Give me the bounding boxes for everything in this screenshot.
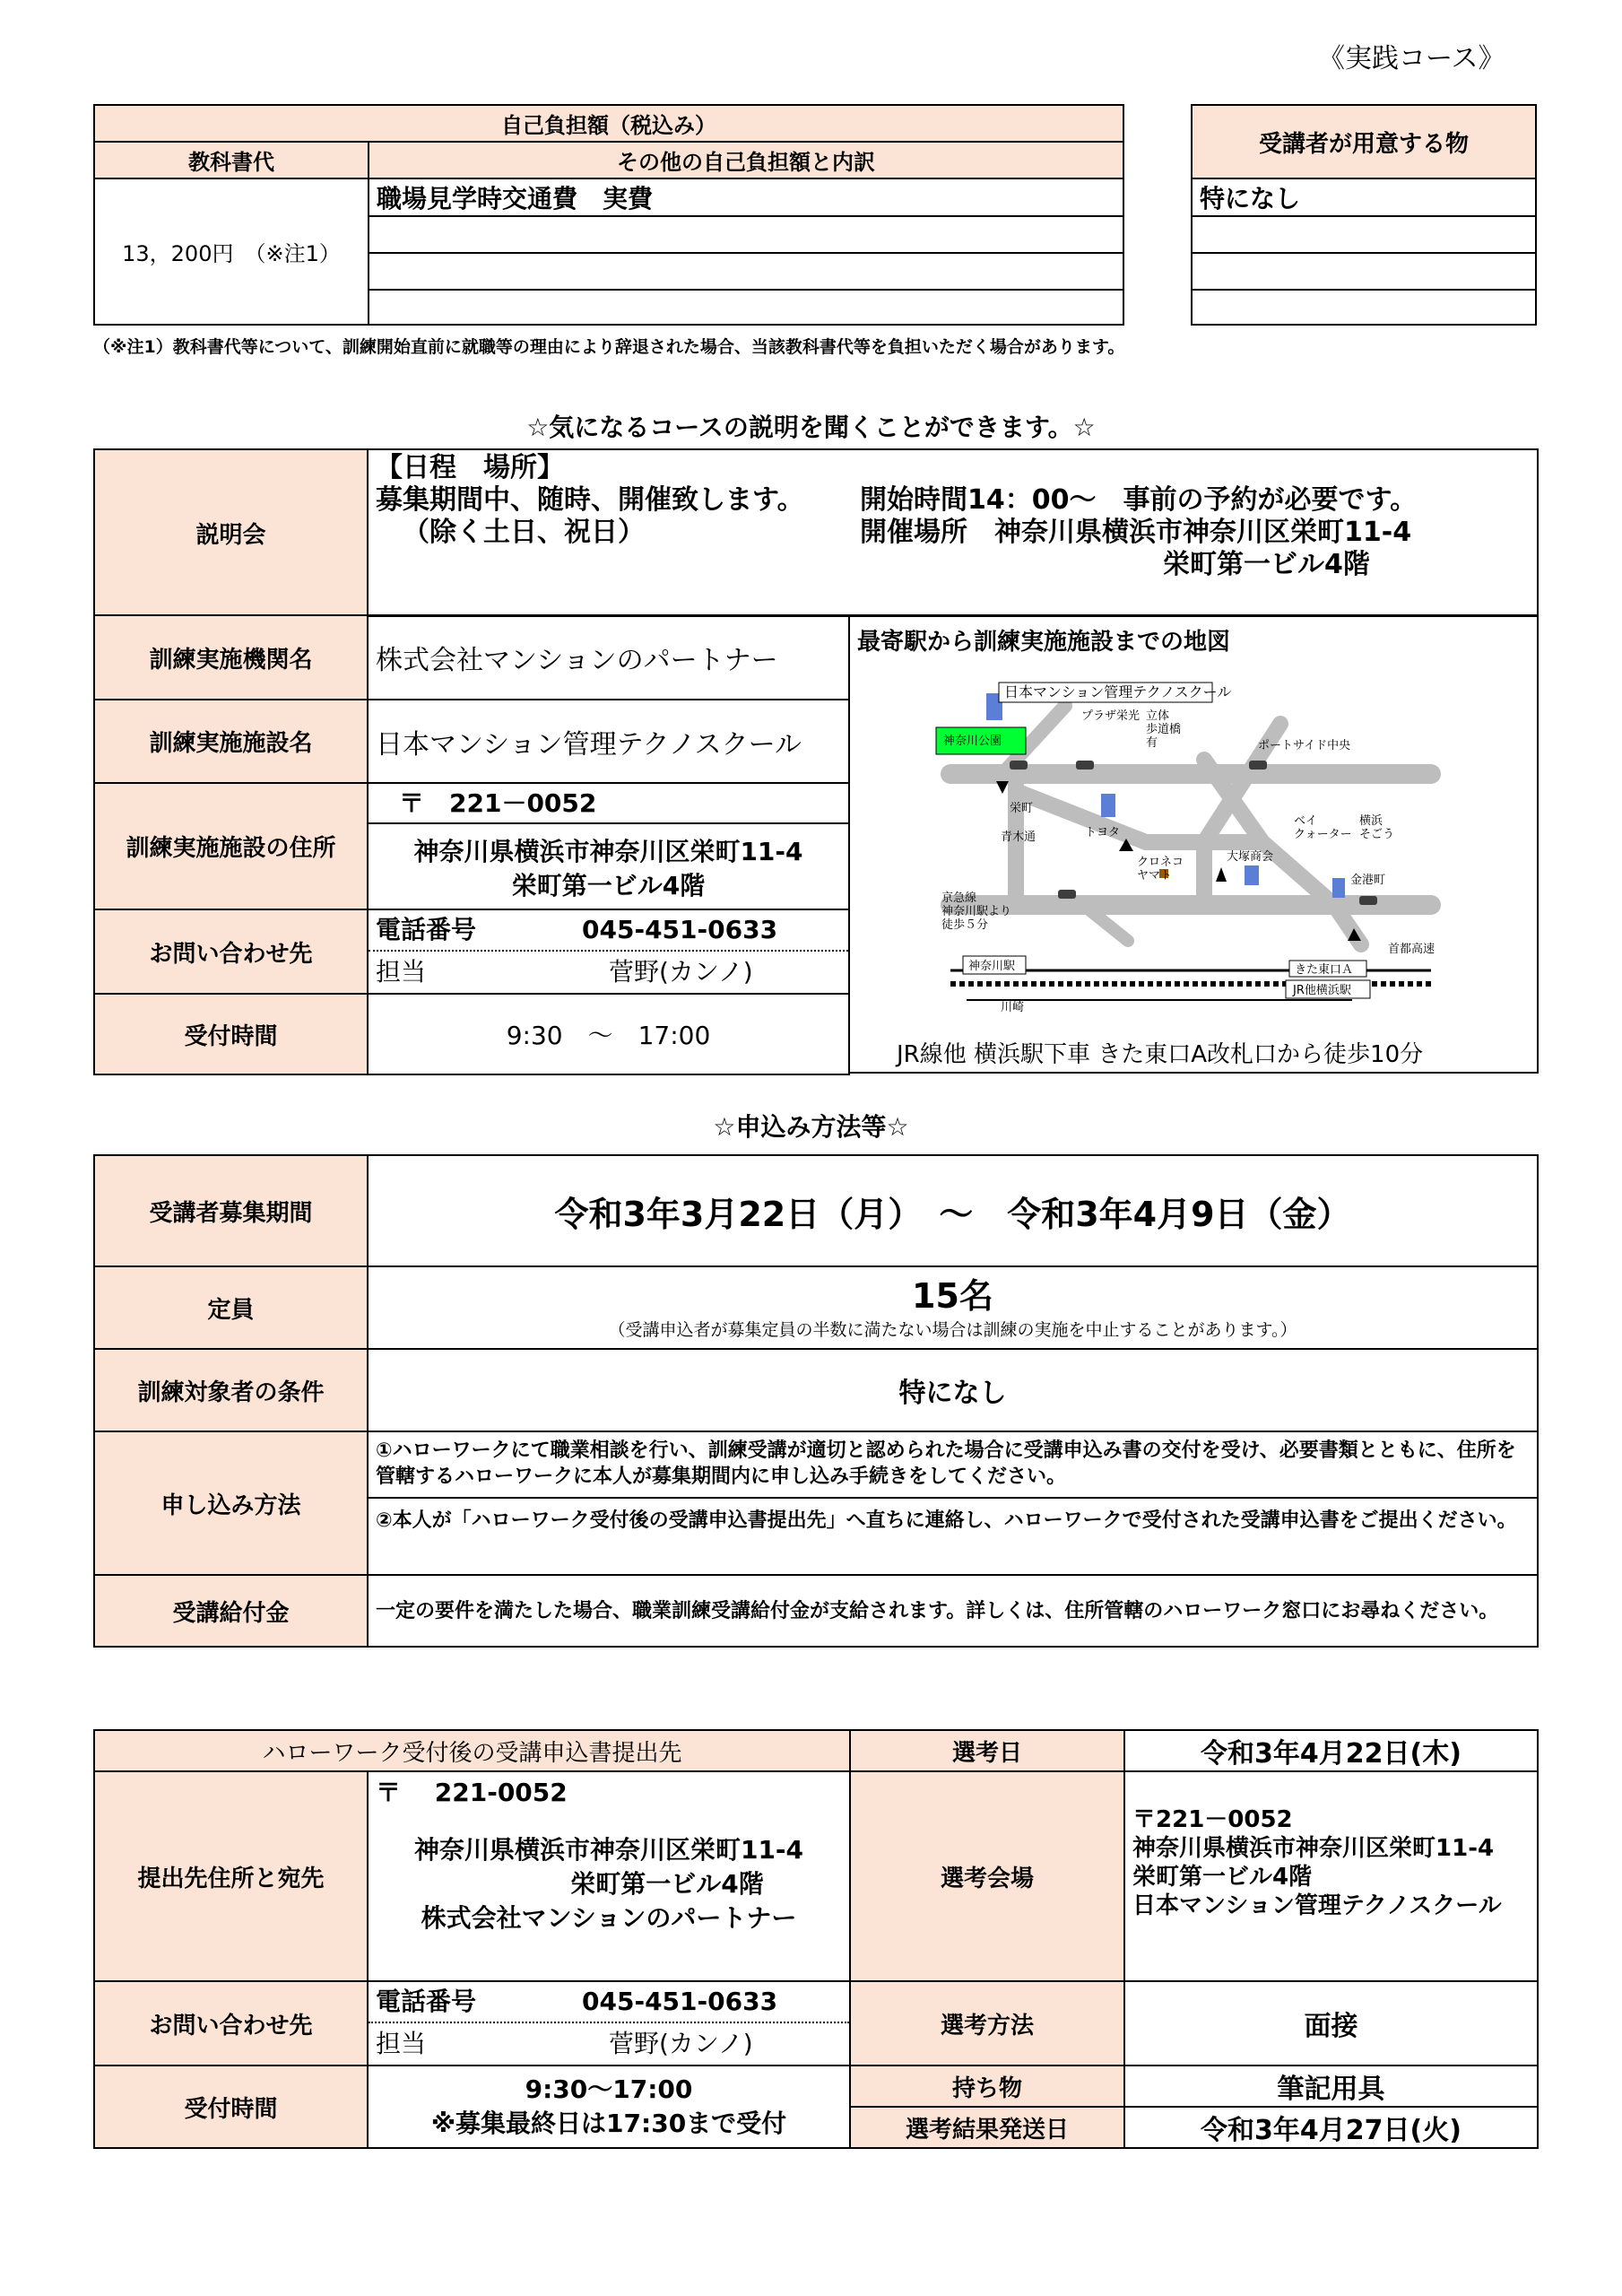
submission-hours-cell	[368, 2066, 850, 2148]
target-label: 訓練対象者の条件	[94, 1349, 368, 1431]
kanagawa-station-label: 神奈川駅	[968, 960, 1016, 973]
contact-cell	[368, 909, 849, 994]
submission-address-label: 提出先住所と宛先	[94, 1771, 368, 1981]
cost-table	[93, 104, 1124, 326]
address-cell	[368, 783, 849, 909]
method-cell	[368, 1431, 1538, 1575]
method-label: 申し込み方法	[94, 1431, 368, 1575]
shuto-label: 首都高速	[1388, 943, 1436, 956]
explain-body	[368, 449, 1538, 616]
submission-hours-note: ※募集最終日は17:30まで受付	[430, 2109, 787, 2138]
apply-table	[93, 1154, 1539, 1648]
submission-table	[93, 1729, 1539, 2149]
submission-hours-value: 9:30～17:00	[525, 2074, 693, 2104]
benefit-label: 受講給付金	[94, 1575, 368, 1647]
apply-heading: ☆申込み方法等☆	[713, 1112, 909, 1142]
selection-date-label: 選考日	[850, 1730, 1124, 1771]
venue-cell	[1124, 1771, 1538, 1981]
address-zip: 〒 221－0052	[369, 784, 848, 824]
tel-label: 電話番号	[376, 915, 477, 944]
other-item	[369, 290, 1123, 325]
address-line: 栄町第一ビル4階	[511, 871, 706, 900]
submission-contact-label: お問い合わせ先	[94, 1981, 368, 2066]
contact-label: お問い合わせ先	[94, 909, 368, 994]
bay-label: ベイクォーター	[1294, 814, 1352, 841]
address-line: 神奈川県横浜市神奈川区栄町11-4	[413, 837, 803, 866]
staff-value: 菅野(カンノ)	[609, 957, 753, 987]
selection-date-value: 令和3年4月22日(木)	[1124, 1730, 1538, 1771]
result-date-label: 選考結果発送日	[850, 2107, 1124, 2148]
submission-address-line: 栄町第一ビル4階	[570, 1869, 764, 1899]
submission-contact-cell	[368, 1981, 850, 2066]
map-title: 最寄駅から訓練実施施設までの地図	[857, 629, 1231, 656]
prepare-header: 受講者が用意する物	[1192, 105, 1536, 178]
capacity-cell	[368, 1266, 1538, 1349]
prepare-item	[1192, 290, 1536, 325]
result-date-value: 令和3年4月27日(火)	[1124, 2107, 1538, 2148]
submission-address-line: 神奈川県横浜市神奈川区栄町11-4	[413, 1835, 804, 1865]
venue-line: 栄町第一ビル4階	[1132, 1864, 1313, 1891]
explain-table	[93, 448, 1539, 617]
kuroneko-label: クロネコヤマト	[1137, 856, 1184, 883]
kinkocho-label: 金港町	[1350, 874, 1386, 887]
sogo-label: 横浜そごう	[1359, 814, 1395, 841]
toyota-building-icon	[1101, 794, 1115, 817]
jr-yokohama-label: JR他横浜駅	[1293, 984, 1351, 997]
benefit-value: 一定の要件を満たした場合、職業訓練受講給付金が支給されます。詳しくは、住所管轄のハローワーク窓口にお尋ねください。	[368, 1575, 1538, 1647]
portside-label: ポートサイド中央	[1258, 739, 1351, 752]
submission-staff-value: 菅野(カンノ)	[609, 2029, 753, 2058]
submission-staff-label: 担当	[376, 2029, 427, 2058]
school-map-label: 日本マンション管理テクノスクール	[1004, 683, 1232, 700]
method-step-2: ②本人が「ハローワーク受付後の受講申込書提出先」へ直ちに連絡し、ハローワークで受付された受講申込書をご提出ください。	[376, 1509, 1517, 1532]
map-footer: JR線他 横浜駅下車 きた東口A改札口から徒歩10分	[897, 1041, 1424, 1068]
hours-label: 受付時間	[94, 994, 368, 1074]
explain-line: 開始時間14：00～ 事前の予約が必要です。	[860, 484, 1418, 516]
otsuka-label: 大塚商会	[1227, 850, 1274, 864]
staff-label: 担当	[376, 957, 427, 987]
hours-value: 9:30 ～ 17:00	[368, 994, 849, 1074]
sakaecho-label: 栄町	[1010, 802, 1034, 815]
method-step-1: ①ハローワークにて職業相談を行い、訓練受講が適切と認められた場合に受講申込み書の交付を受け、必要書類とともに、住所を管轄するハローワークに本人が募集期間内に申し込み手続きをしてください。	[369, 1432, 1537, 1499]
capacity-label: 定員	[94, 1266, 368, 1349]
textbook-value: 13，200円 （※注1）	[94, 178, 369, 325]
facility-table	[93, 614, 850, 1075]
prepare-table	[1191, 104, 1537, 326]
explain-line: 【日程 場所】	[376, 452, 564, 483]
period-label: 受講者募集期間	[94, 1155, 368, 1266]
other-item	[369, 253, 1123, 290]
org-value: 株式会社マンションのパートナー	[368, 615, 849, 700]
plaza-label: プラザ栄光	[1081, 709, 1141, 723]
textbook-col-header: 教科書代	[94, 142, 369, 178]
cost-header: 自己負担額（税込み）	[94, 105, 1123, 142]
venue-line: 日本マンション管理テクノスクール	[1132, 1892, 1502, 1919]
submission-tel-value: 045-451-0633	[582, 1987, 778, 2016]
bring-value: 筆記用具	[1124, 2066, 1538, 2107]
prepare-item	[1192, 216, 1536, 253]
other-item	[369, 216, 1123, 253]
kawasaki-label: 川崎	[1001, 1001, 1025, 1014]
target-value: 特になし	[368, 1349, 1538, 1431]
org-label: 訓練実施機関名	[94, 615, 368, 700]
explain-label: 説明会	[94, 449, 368, 616]
capacity-value: 15名	[912, 1275, 993, 1316]
explain-line: 栄町第一ビル4階	[1163, 549, 1370, 580]
other-item: 職場見学時交通費 実費	[369, 178, 1123, 216]
submission-address-line: 株式会社マンションのパートナー	[421, 1903, 797, 1933]
access-map	[850, 616, 1537, 1072]
other-col-header: その他の自己負担額と内訳	[369, 142, 1123, 178]
explain-line: 募集期間中、随時、開催致します。	[376, 484, 804, 516]
submission-header: ハローワーク受付後の受講申込書提出先	[94, 1730, 850, 1771]
site-value: 日本マンション管理テクノスクール	[368, 700, 849, 783]
selection-method-value: 面接	[1124, 1981, 1538, 2066]
otsuka-building-icon	[1245, 865, 1259, 885]
kita-east-label: きた東口Ａ	[1295, 963, 1354, 977]
toyota-label: トヨタ	[1085, 826, 1121, 839]
explain-heading: ☆気になるコースの説明を聞くことができます。☆	[526, 413, 1096, 442]
bring-label: 持ち物	[850, 2066, 1124, 2107]
cost-note: （※注1）教科書代等について、訓練開始直前に就職等の理由により辞退された場合、当該教科書代等を負担いただく場合があります。	[93, 337, 1125, 357]
venue-zip: 〒221－0052	[1132, 1806, 1293, 1833]
kinkocho-building-icon	[1332, 878, 1345, 898]
overpass-label: 立体歩道橋有	[1146, 709, 1182, 750]
submission-tel-label: 電話番号	[376, 1987, 477, 2016]
map-panel	[848, 614, 1539, 1074]
submission-hours-label: 受付時間	[94, 2066, 368, 2148]
submission-zip: 〒 221-0052	[376, 1778, 568, 1807]
venue-label: 選考会場	[850, 1771, 1124, 1981]
site-label: 訓練実施施設名	[94, 700, 368, 783]
venue-line: 神奈川県横浜市神奈川区栄町11-4	[1132, 1835, 1495, 1862]
course-tag: 《実践コース》	[1318, 43, 1505, 74]
explain-line: 開催場所 神奈川県横浜市神奈川区栄町11-4	[860, 517, 1412, 548]
submission-address-cell	[368, 1771, 850, 1981]
keikyu-label: 京急線神奈川駅より徒歩５分	[941, 891, 1012, 932]
prepare-item: 特になし	[1192, 178, 1536, 216]
explain-line: （除く土日、祝日）	[403, 517, 645, 548]
aokidori-label: 青木通	[1001, 831, 1037, 844]
address-label: 訓練実施施設の住所	[94, 783, 368, 909]
period-value: 令和3年3月22日（月） ～ 令和3年4月9日（金）	[368, 1155, 1538, 1266]
capacity-note: （受講申込者が募集定員の半数に満たない場合は訓練の実施を中止することがあります。）	[608, 1319, 1297, 1340]
tel-value: 045-451-0633	[582, 915, 778, 944]
park-label: 神奈川公園	[943, 735, 1002, 748]
prepare-item	[1192, 253, 1536, 290]
selection-method-label: 選考方法	[850, 1981, 1124, 2066]
